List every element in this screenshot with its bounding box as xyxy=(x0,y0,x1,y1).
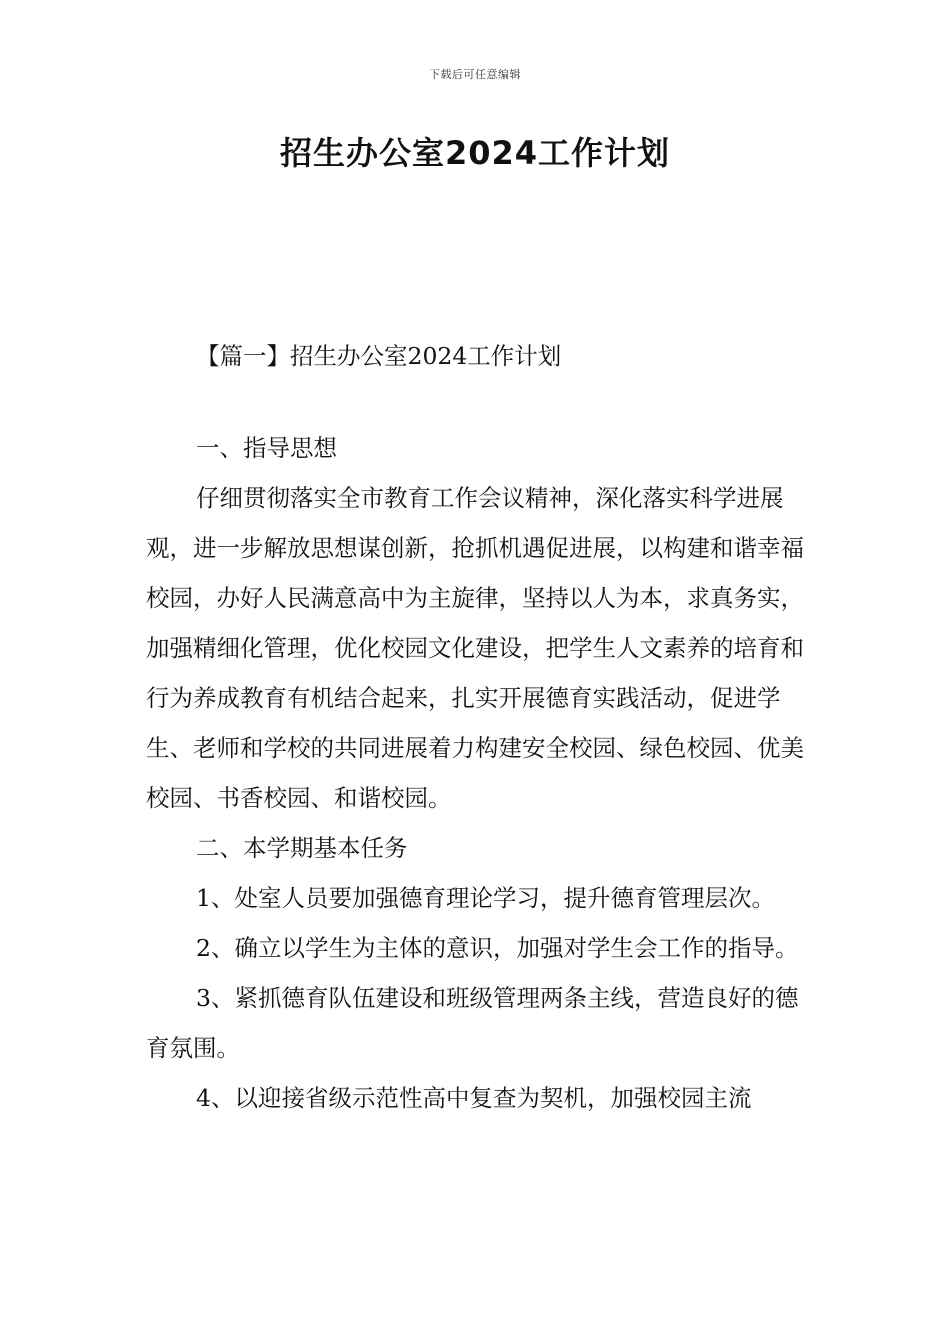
heading-guiding-thought: 一、指导思想 xyxy=(196,434,337,462)
task-item-3: 3、紧抓德育队伍建设和班级管理两条主线，营造良好的德育氛围。 xyxy=(146,984,799,1062)
heading-basic-tasks: 二、本学期基本任务 xyxy=(196,834,408,862)
paragraph-guiding-thought: 仔细贯彻落实全市教育工作会议精神，深化落实科学进展观，进一步解放思想谋创新，抢抓机遇促进展，以构建和谐幸福校园，办好人民满意高中为主旋律，坚持以人为本，求真务实，加强精细化管理，优化校园文化建设，把学生人文素养的培育和行为养成教育有机结合起来，扎实开展德育实践活动，促进学生、老师和学校的共同进展着力构建安全校园、绿色校园、优美校园、书香校园、和谐校园。 xyxy=(146,484,804,812)
task-item-2: 2、确立以学生为主体的意识，加强对学生会工作的指导。 xyxy=(196,934,799,962)
document-body xyxy=(146,423,810,1123)
task-item-1: 1、处室人员要加强德育理论学习，提升德育管理层次。 xyxy=(196,884,775,912)
section-subtitle xyxy=(146,331,810,381)
header-note: 下载后可任意编辑 xyxy=(429,68,521,81)
document-title: 招生办公室2024工作计划 xyxy=(279,134,671,172)
task-item-4: 4、以迎接省级示范性高中复查为契机，加强校园主流 xyxy=(196,1084,752,1112)
subtitle-text: 【篇一】招生办公室2024工作计划 xyxy=(196,342,562,370)
